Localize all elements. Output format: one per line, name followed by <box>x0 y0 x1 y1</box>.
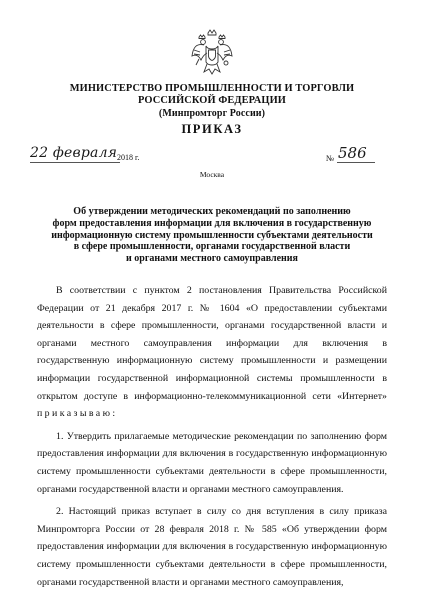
title-line: форм предоставления информации для включения в государственную <box>52 217 372 229</box>
ministry-name-line-1: МИНИСТЕРСТВО ПРОМЫШЛЕННОСТИ И ТОРГОВЛИ <box>69 83 355 94</box>
order-number-label: № <box>326 153 335 163</box>
title-line: Об утверждении методических рекомендаций по заполнению <box>73 206 351 217</box>
ministry-name-line-2: РОССИЙСКОЙ ФЕДЕРАЦИИ <box>138 95 286 107</box>
document-title <box>44 206 380 265</box>
preamble-text: В соответствии с пунктом 2 постановления Правительства Российской Федерации от 21 декабря 2017 г. № 1604 «О предоставлении субъектами деятельности в сфере промышленности, органами государственной власти и органами местного самоуправления информации для включения в государственную информационную систему промышленности и размещении информации государственной информационной системы промышленности в открытом доступе в информационно-телекоммуникационной сети «Интернет» <box>37 285 387 402</box>
paragraph-item-2: 2. Настоящий приказ вступает в силу со дня вступления в силу приказа Минпромторга России от 28 февраля 2018 г. № 585 «Об утверждении форм предоставления информации для включения в государственную информационную систему промышленности субъектами деятельности в сфере промышленности, органами государственной власти и органами местного самоуправления, <box>37 506 387 588</box>
date-year: 2018 г. <box>117 153 140 162</box>
ministry-header <box>40 83 384 120</box>
document-type: ПРИКАЗ <box>181 122 243 136</box>
title-line: и органами местного самоуправления <box>126 253 298 265</box>
title-line: в сфере промышленности, органами государственной власти <box>73 241 351 253</box>
paragraph-preamble <box>37 282 387 423</box>
ministry-short-name: (Минпромторг России) <box>158 107 266 119</box>
handwritten-order-number: 586 <box>338 144 367 162</box>
paragraph-item-1: 1. Утвердить прилагаемые методические рекомендации по заполнению форм предоставления информации для включения в государственную информационную систему промышленности субъектами деятельности в сфере промышленности, органами государственной власти и органами местного самоуправления. <box>37 430 387 495</box>
title-line: информационную систему промышленности субъектами деятельности <box>51 229 373 241</box>
handwritten-date: 22 февраля <box>30 145 118 161</box>
document-body <box>37 282 387 596</box>
date-underline <box>30 162 120 163</box>
number-underline <box>337 162 375 163</box>
coat-of-arms-icon <box>190 28 234 76</box>
order-verb: приказываю: <box>37 408 118 420</box>
city-name: Москва <box>199 170 225 179</box>
